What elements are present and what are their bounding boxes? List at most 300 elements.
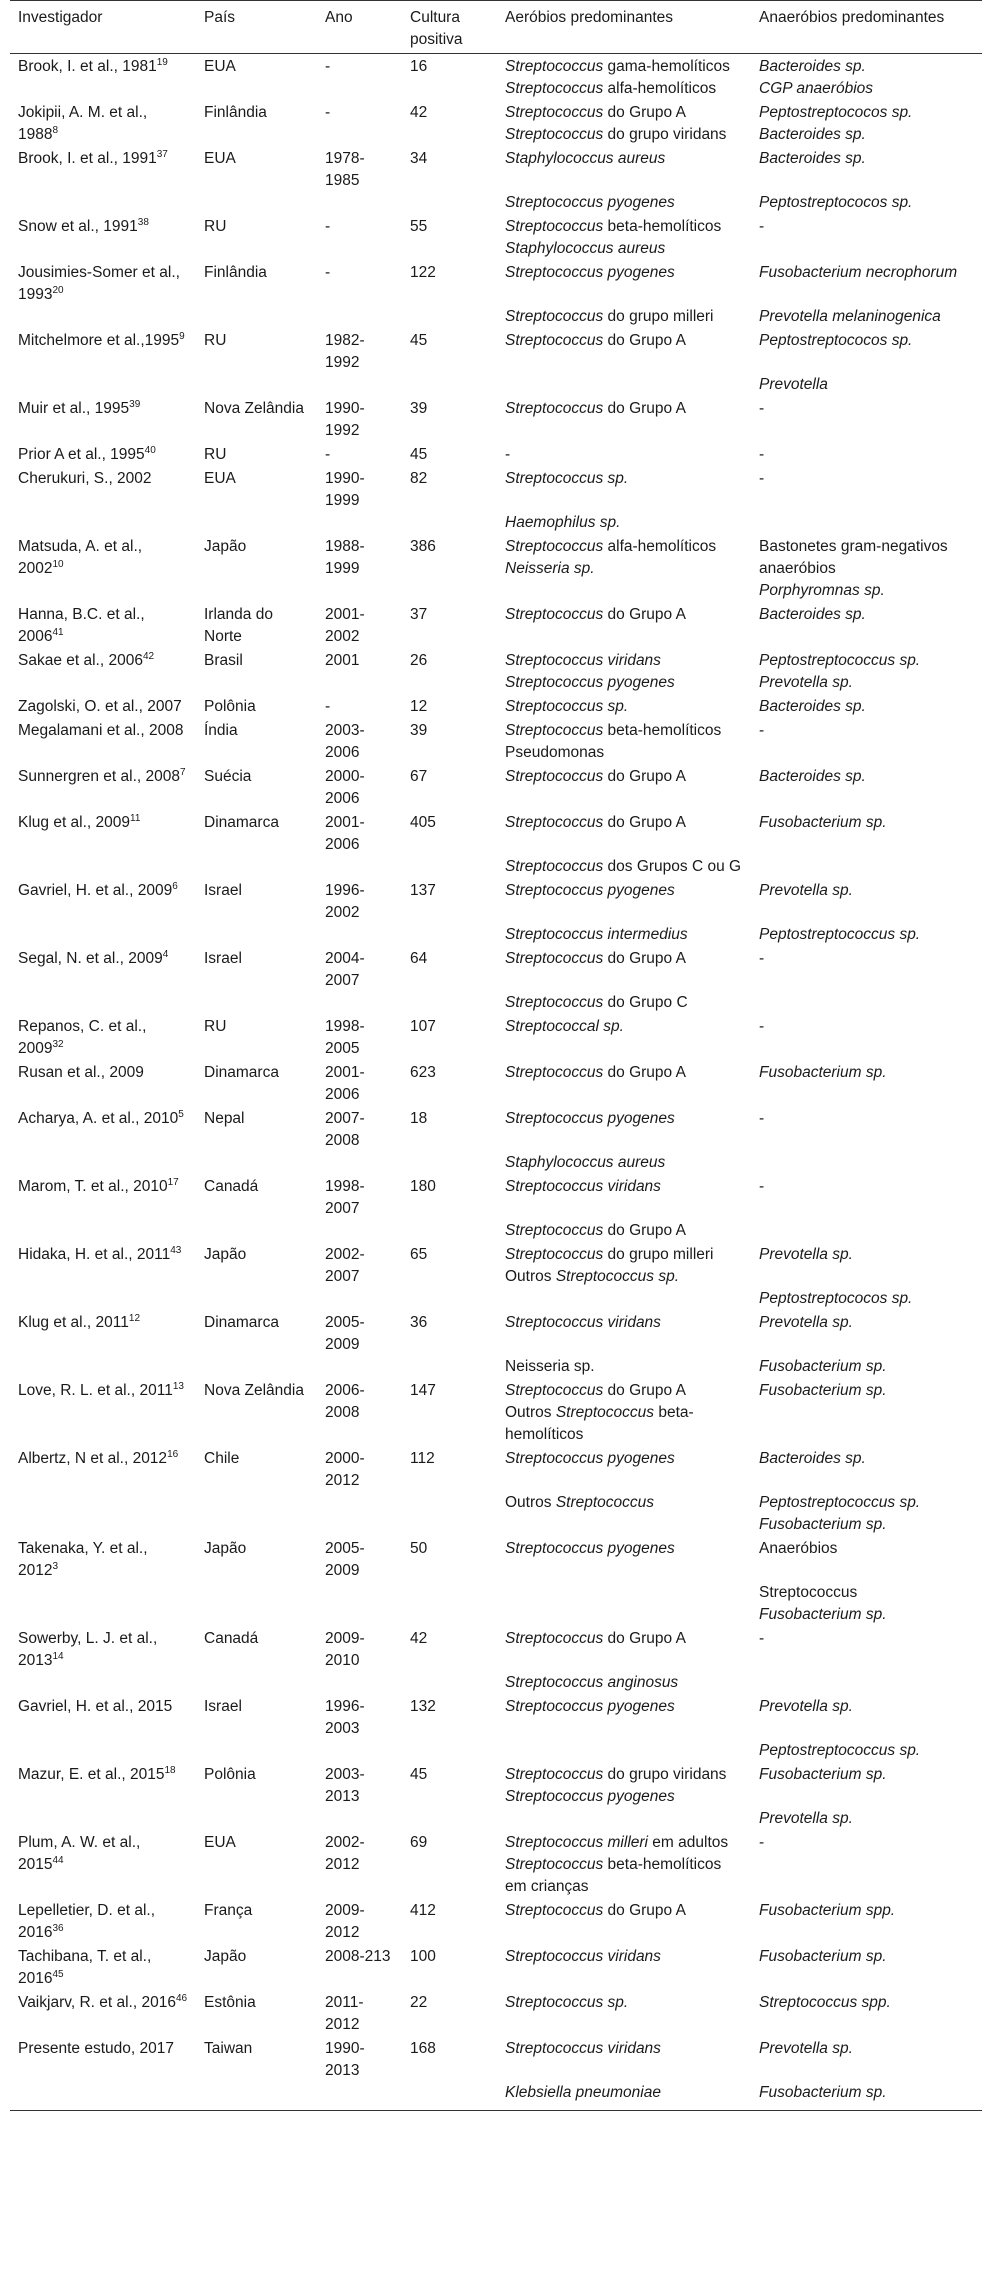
table-row xyxy=(10,1378,982,1446)
cell-year xyxy=(317,1582,402,1626)
cell-investigator xyxy=(10,1446,196,1492)
cell-year xyxy=(317,856,402,878)
cell-anaerobes: Peptostreptococos sp. Bacteroides sp. xyxy=(759,104,913,143)
cell-anaerobes: Peptostreptococcus sp. Prevotella sp. xyxy=(759,652,921,691)
cell-anaerobes: Fusobacterium sp. xyxy=(759,2084,887,2101)
cell-anaerobes: - xyxy=(759,470,765,487)
cell-country: EUA xyxy=(204,150,236,167)
investigator-text: Vaikjarv, R. et al., 2016 xyxy=(18,1994,176,2011)
cell-country: Japão xyxy=(204,1540,247,1557)
cell-anaerobes: Bacteroides sp. xyxy=(759,150,866,167)
reference-number: 3 xyxy=(52,1560,59,1572)
table-row xyxy=(10,512,982,534)
cell-culture: 137 xyxy=(410,882,436,899)
cell-culture: 26 xyxy=(410,652,428,669)
table-row xyxy=(10,396,982,442)
cell-aerobes: Streptococcus viridans xyxy=(505,1178,661,1195)
cell-year: - xyxy=(325,446,331,463)
cell-investigator xyxy=(10,1694,196,1740)
reference-number: 32 xyxy=(52,1038,64,1050)
investigator-text: Tachibana, T. et al., 2016 xyxy=(18,1948,152,1987)
cell-country: Finlândia xyxy=(204,104,267,121)
cell-investigator xyxy=(10,1536,196,1582)
cell-country xyxy=(196,856,317,878)
table-row xyxy=(10,1536,982,1582)
cell-year: 1988-1999 xyxy=(325,538,365,577)
studies-table xyxy=(10,0,982,2111)
cell-anaerobes: Fusobacterium sp. xyxy=(759,1358,887,1375)
cell-culture xyxy=(402,1152,497,1174)
cell-investigator xyxy=(10,1740,196,1762)
cell-anaerobes: Fusobacterium sp. Prevotella sp. xyxy=(759,1766,887,1827)
cell-country xyxy=(196,924,317,946)
cell-aerobes: Streptococcus intermedius xyxy=(505,926,688,943)
cell-anaerobes: Prevotella sp. xyxy=(759,882,853,899)
cell-culture xyxy=(402,1356,497,1378)
cell-culture xyxy=(402,374,497,396)
investigator-text: Love, R. L. et al., 2011 xyxy=(18,1382,173,1399)
cell-culture: 147 xyxy=(410,1382,436,1399)
reference-number: 16 xyxy=(167,1448,179,1460)
investigator-text: Matsuda, A. et al., 2002 xyxy=(18,538,143,577)
table-row xyxy=(10,1242,982,1310)
cell-country: Nepal xyxy=(204,1110,245,1127)
cell-aerobes: Streptococcus dos Grupos C ou G xyxy=(505,858,742,875)
investigator-text: Plum, A. W. et al., 2015 xyxy=(18,1834,141,1873)
cell-investigator xyxy=(10,328,196,374)
cell-anaerobes: Bastonetes gram-negativos anaeróbios Porphyromnas sp. xyxy=(759,538,948,599)
cell-country xyxy=(196,374,317,396)
cell-country: Israel xyxy=(204,1698,242,1715)
cell-investigator xyxy=(10,946,196,992)
cell-year xyxy=(317,374,402,396)
cell-culture: 405 xyxy=(410,814,436,831)
cell-country: Canadá xyxy=(204,1630,259,1647)
cell-country: Brasil xyxy=(204,652,243,669)
cell-aerobes: Streptococcus pyogenes xyxy=(505,1540,675,1557)
cell-aerobes: - xyxy=(505,446,511,463)
cell-culture xyxy=(402,992,497,1014)
table-row xyxy=(10,1672,982,1694)
cell-investigator xyxy=(10,1152,196,1174)
cell-culture: 65 xyxy=(410,1246,428,1263)
cell-year: 2002-2012 xyxy=(325,1834,365,1873)
table-row xyxy=(10,1830,982,1898)
cell-country xyxy=(196,192,317,214)
cell-aerobes: Streptococcus sp. xyxy=(505,698,629,715)
table-row xyxy=(10,1492,982,1536)
cell-culture xyxy=(402,512,497,534)
cell-year xyxy=(317,1220,402,1242)
table-row xyxy=(10,856,982,878)
cell-investigator xyxy=(10,512,196,534)
cell-aerobes: Streptococcus do Grupo A Outros Streptococcus beta-hemolíticos xyxy=(505,1382,694,1443)
cell-year xyxy=(317,2082,402,2111)
table-row xyxy=(10,466,982,512)
table-row xyxy=(10,810,982,856)
cell-investigator xyxy=(10,992,196,1014)
table-row xyxy=(10,146,982,192)
cell-aerobes: Staphylococcus aureus xyxy=(505,1154,666,1171)
cell-aerobes xyxy=(497,1582,751,1626)
cell-anaerobes: Peptostreptococcus sp. Fusobacterium sp. xyxy=(759,1494,921,1533)
cell-year: 1990-2013 xyxy=(325,2040,365,2079)
cell-anaerobes xyxy=(751,992,982,1014)
cell-aerobes: Streptococcus do Grupo A xyxy=(505,1064,686,1081)
cell-anaerobes: Bacteroides sp. xyxy=(759,698,866,715)
table-row xyxy=(10,1694,982,1740)
cell-anaerobes: Fusobacterium sp. xyxy=(759,1382,887,1399)
cell-country: Dinamarca xyxy=(204,1314,279,1331)
cell-investigator xyxy=(10,1944,196,1990)
reference-number: 6 xyxy=(172,880,178,892)
cell-anaerobes: Bacteroides sp. xyxy=(759,768,866,785)
investigator-text: Hidaka, H. et al., 2011 xyxy=(18,1246,171,1263)
cell-culture: 69 xyxy=(410,1834,428,1851)
table-body xyxy=(10,54,982,2111)
reference-number: 43 xyxy=(170,1244,182,1256)
investigator-text: Mitchelmore et al.,1995 xyxy=(18,332,180,349)
cell-year: 2001-2006 xyxy=(325,814,365,853)
cell-investigator xyxy=(10,718,196,764)
reference-number: 13 xyxy=(172,1380,184,1392)
cell-aerobes: Streptococcus do grupo viridans Streptococcus pyogenes xyxy=(505,1766,727,1805)
cell-aerobes: Streptococcus anginosus xyxy=(505,1674,679,1691)
cell-culture: 36 xyxy=(410,1314,428,1331)
cell-culture: 55 xyxy=(410,218,428,235)
cell-anaerobes: Bacteroides sp. xyxy=(759,606,866,623)
cell-investigator xyxy=(10,2036,196,2082)
cell-country xyxy=(196,1356,317,1378)
cell-investigator xyxy=(10,1174,196,1220)
cell-anaerobes: CGP anaeróbios xyxy=(759,80,874,97)
table-row xyxy=(10,1356,982,1378)
header-anaerobes: Anaeróbios predominantes xyxy=(759,9,945,26)
table-row xyxy=(10,1898,982,1944)
cell-investigator xyxy=(10,78,196,100)
cell-investigator xyxy=(10,856,196,878)
reference-number: 37 xyxy=(156,148,168,160)
cell-anaerobes: - xyxy=(759,1630,765,1647)
reference-number: 45 xyxy=(52,1968,64,1980)
cell-anaerobes: Bacteroides sp. xyxy=(759,1450,866,1467)
reference-number: 41 xyxy=(52,626,64,638)
cell-country: Japão xyxy=(204,538,247,555)
reference-number: 11 xyxy=(130,812,141,824)
header-culture: Cultura positiva xyxy=(410,9,463,48)
cell-culture xyxy=(402,1220,497,1242)
cell-year: 2006-2008 xyxy=(325,1382,365,1421)
cell-aerobes: Streptococcus do Grupo A xyxy=(505,400,686,417)
table-row xyxy=(10,946,982,992)
cell-investigator xyxy=(10,54,196,79)
table-row xyxy=(10,1990,982,2036)
table-row xyxy=(10,1014,982,1060)
investigator-text: Mazur, E. et al., 2015 xyxy=(18,1766,165,1783)
cell-investigator xyxy=(10,1672,196,1694)
investigator-text: Zagolski, O. et al., 2007 xyxy=(18,698,182,715)
cell-culture xyxy=(402,306,497,328)
cell-country: Índia xyxy=(204,722,238,739)
investigator-text: Sunnergren et al., 2008 xyxy=(18,768,181,785)
table-row xyxy=(10,648,982,694)
cell-country: Estônia xyxy=(204,1994,256,2011)
cell-country xyxy=(196,306,317,328)
cell-culture: 67 xyxy=(410,768,428,785)
cell-aerobes: Streptococcus sp. xyxy=(505,1994,629,2011)
cell-investigator xyxy=(10,694,196,718)
cell-aerobes: Streptococcus alfa-hemolíticos xyxy=(505,80,717,97)
cell-aerobes: Streptococcus do Grupo A xyxy=(505,1630,686,1647)
cell-country: Finlândia xyxy=(204,264,267,281)
cell-culture: 12 xyxy=(410,698,428,715)
cell-anaerobes: Prevotella melaninogenica xyxy=(759,308,941,325)
cell-aerobes: Streptococcus do Grupo A Streptococcus do grupo viridans xyxy=(505,104,727,143)
cell-investigator xyxy=(10,306,196,328)
cell-year xyxy=(317,992,402,1014)
cell-investigator xyxy=(10,1310,196,1356)
investigator-text: Segal, N. et al., 2009 xyxy=(18,950,163,967)
reference-number: 20 xyxy=(52,284,64,296)
cell-anaerobes: - xyxy=(759,1110,765,1127)
cell-aerobes xyxy=(497,374,751,396)
cell-aerobes: Streptococcus alfa-hemolíticos Neisseria sp. xyxy=(505,538,717,577)
cell-anaerobes: - xyxy=(759,446,765,463)
cell-culture: 168 xyxy=(410,2040,436,2057)
table-row xyxy=(10,260,982,306)
cell-aerobes: Streptococcus do Grupo A xyxy=(505,814,686,831)
investigator-text: Jokipii, A. M. et al., 1988 xyxy=(18,104,148,143)
cell-anaerobes: - xyxy=(759,1018,765,1035)
cell-aerobes: Streptococcus milleri em adultos Streptococcus beta-hemolíticos em crianças xyxy=(505,1834,729,1895)
table-row xyxy=(10,1152,982,1174)
cell-aerobes: Streptococcus do Grupo A xyxy=(505,1902,686,1919)
table-row xyxy=(10,192,982,214)
cell-country: RU xyxy=(204,446,227,463)
cell-aerobes: Streptococcal sp. xyxy=(505,1018,624,1035)
cell-anaerobes: Prevotella sp. Peptostreptococos sp. xyxy=(759,1246,913,1307)
cell-year: 1982-1992 xyxy=(325,332,365,371)
table-container xyxy=(10,0,982,2111)
cell-country: Japão xyxy=(204,1246,247,1263)
cell-aerobes: Streptococcus viridans xyxy=(505,1948,661,1965)
cell-year xyxy=(317,512,402,534)
cell-culture: 16 xyxy=(410,58,428,75)
cell-investigator xyxy=(10,924,196,946)
cell-country: Suécia xyxy=(204,768,252,785)
cell-year: - xyxy=(325,698,331,715)
cell-investigator xyxy=(10,260,196,306)
cell-culture: 64 xyxy=(410,950,428,967)
cell-year: 2005-2009 xyxy=(325,1540,365,1579)
investigator-text: Albertz, N et al., 2012 xyxy=(18,1450,168,1467)
cell-investigator xyxy=(10,214,196,260)
cell-anaerobes: Fusobacterium spp. xyxy=(759,1902,896,1919)
cell-country: Chile xyxy=(204,1450,240,1467)
investigator-text: Repanos, C. et al., 2009 xyxy=(18,1018,147,1057)
reference-number: 10 xyxy=(52,558,64,570)
cell-year: 1998-2005 xyxy=(325,1018,365,1057)
table-row xyxy=(10,1626,982,1672)
cell-aerobes: Streptococcus gama-hemolíticos xyxy=(505,58,730,75)
cell-anaerobes: Streptococcus spp. xyxy=(759,1994,891,2011)
cell-anaerobes: Peptostreptococos sp. xyxy=(759,194,913,211)
cell-anaerobes: - xyxy=(759,722,765,739)
cell-country: EUA xyxy=(204,58,236,75)
cell-year: 1996-2003 xyxy=(325,1698,365,1737)
table-row xyxy=(10,1446,982,1492)
cell-aerobes: Streptococcus pyogenes xyxy=(505,1450,675,1467)
cell-investigator xyxy=(10,442,196,466)
cell-year: 1998-2007 xyxy=(325,1178,365,1217)
cell-year: 1990-1999 xyxy=(325,470,365,509)
table-row xyxy=(10,1740,982,1762)
table-row xyxy=(10,2036,982,2082)
cell-year: 2001-2002 xyxy=(325,606,365,645)
cell-year xyxy=(317,924,402,946)
investigator-text: Marom, T. et al., 2010 xyxy=(18,1178,168,1195)
reference-number: 46 xyxy=(175,1992,188,2004)
table-row xyxy=(10,1582,982,1626)
cell-culture: 34 xyxy=(410,150,428,167)
cell-anaerobes: - xyxy=(759,1178,765,1195)
cell-aerobes: Staphylococcus aureus xyxy=(505,150,666,167)
reference-number: 7 xyxy=(180,766,186,778)
cell-anaerobes: Prevotella sp. xyxy=(759,1698,853,1715)
table-row xyxy=(10,328,982,374)
table-row xyxy=(10,374,982,396)
cell-investigator xyxy=(10,1106,196,1152)
cell-investigator xyxy=(10,1626,196,1672)
cell-year xyxy=(317,1740,402,1762)
table-row xyxy=(10,694,982,718)
cell-country: Irlanda do Norte xyxy=(204,606,273,645)
table-row xyxy=(10,442,982,466)
cell-anaerobes xyxy=(751,856,982,878)
cell-year: 2002-2007 xyxy=(325,1246,365,1285)
cell-aerobes: Streptococcus do grupo milleri xyxy=(505,308,714,325)
cell-country: Israel xyxy=(204,882,242,899)
reference-number: 17 xyxy=(167,1176,179,1188)
reference-number: 5 xyxy=(178,1108,184,1120)
cell-culture: 112 xyxy=(410,1450,435,1467)
cell-aerobes: Streptococcus do Grupo A xyxy=(505,332,686,349)
cell-investigator xyxy=(10,1220,196,1242)
investigator-text: Sakae et al., 2006 xyxy=(18,652,143,669)
cell-country: Nova Zelândia xyxy=(204,1382,304,1399)
cell-aerobes: Streptococcus pyogenes xyxy=(505,264,675,281)
investigator-text: Hanna, B.C. et al., 2006 xyxy=(18,606,145,645)
cell-year: 2003-2006 xyxy=(325,722,365,761)
investigator-text: Gavriel, H. et al., 2015 xyxy=(18,1698,173,1715)
reference-number: 42 xyxy=(142,650,155,662)
table-row xyxy=(10,992,982,1014)
cell-investigator xyxy=(10,1898,196,1944)
reference-number: 19 xyxy=(156,56,168,68)
cell-investigator xyxy=(10,1582,196,1626)
cell-anaerobes: Peptostreptococcus sp. xyxy=(759,926,921,943)
cell-investigator xyxy=(10,374,196,396)
reference-number: 39 xyxy=(129,398,141,410)
cell-investigator xyxy=(10,466,196,512)
cell-culture: 45 xyxy=(410,1766,428,1783)
cell-culture xyxy=(402,2082,497,2111)
cell-investigator xyxy=(10,1356,196,1378)
table-row xyxy=(10,78,982,100)
table-row xyxy=(10,100,982,146)
cell-anaerobes xyxy=(751,1672,982,1694)
cell-country: RU xyxy=(204,1018,227,1035)
investigator-text: Acharya, A. et al., 2010 xyxy=(18,1110,179,1127)
investigator-text: Lepelletier, D. et al., 2016 xyxy=(18,1902,155,1941)
cell-aerobes: Streptococcus viridans Streptococcus pyogenes xyxy=(505,652,675,691)
cell-anaerobes: - xyxy=(759,218,765,235)
cell-year xyxy=(317,192,402,214)
cell-anaerobes: Prevotella xyxy=(759,376,828,393)
cell-year: 2000-2012 xyxy=(325,1450,365,1489)
cell-investigator xyxy=(10,810,196,856)
reference-number: 38 xyxy=(137,216,149,228)
cell-investigator xyxy=(10,146,196,192)
cell-year: 2000-2006 xyxy=(325,768,365,807)
cell-culture xyxy=(402,1582,497,1626)
table-row xyxy=(10,1220,982,1242)
cell-culture: 45 xyxy=(410,446,428,463)
cell-year: - xyxy=(325,218,331,235)
cell-investigator xyxy=(10,100,196,146)
cell-year: 2009-2010 xyxy=(325,1630,365,1669)
table-row xyxy=(10,1060,982,1106)
cell-investigator xyxy=(10,602,196,648)
investigator-text: Jousimies-Somer et al., 1993 xyxy=(18,264,180,303)
table-row xyxy=(10,764,982,810)
cell-year xyxy=(317,78,402,100)
reference-number: 36 xyxy=(52,1922,64,1934)
cell-culture xyxy=(402,1740,497,1762)
cell-aerobes: Streptococcus do Grupo A xyxy=(505,1222,686,1239)
cell-aerobes: Streptococcus beta-hemolíticos Staphylococcus aureus xyxy=(505,218,722,257)
cell-anaerobes: Peptostreptococos sp. xyxy=(759,332,913,349)
cell-year: 1978-1985 xyxy=(325,150,365,189)
table-row xyxy=(10,1310,982,1356)
cell-culture xyxy=(402,1672,497,1694)
header-country: País xyxy=(204,9,236,26)
cell-aerobes: Streptococcus viridans xyxy=(505,2040,661,2057)
cell-culture xyxy=(402,856,497,878)
cell-investigator xyxy=(10,1014,196,1060)
table-row xyxy=(10,1106,982,1152)
cell-country: Nova Zelândia xyxy=(204,400,304,417)
cell-investigator xyxy=(10,1060,196,1106)
cell-investigator xyxy=(10,1492,196,1536)
cell-year: - xyxy=(325,264,331,281)
cell-country: Canadá xyxy=(204,1178,259,1195)
investigator-text: Gavriel, H. et al., 2009 xyxy=(18,882,173,899)
cell-year xyxy=(317,1672,402,1694)
cell-culture xyxy=(402,924,497,946)
cell-anaerobes xyxy=(751,1152,982,1174)
investigator-text: Takenaka, Y. et al., 2012 xyxy=(18,1540,148,1579)
cell-aerobes: Streptococcus do Grupo A xyxy=(505,768,686,785)
cell-culture: 39 xyxy=(410,400,428,417)
cell-year: 2004-2007 xyxy=(325,950,365,989)
cell-country xyxy=(196,1492,317,1536)
cell-aerobes: Streptococcus do Grupo A xyxy=(505,606,686,623)
cell-country: Dinamarca xyxy=(204,814,279,831)
cell-country xyxy=(196,1672,317,1694)
cell-anaerobes: Fusobacterium sp. xyxy=(759,1064,887,1081)
investigator-text: Snow et al., 1991 xyxy=(18,218,138,235)
